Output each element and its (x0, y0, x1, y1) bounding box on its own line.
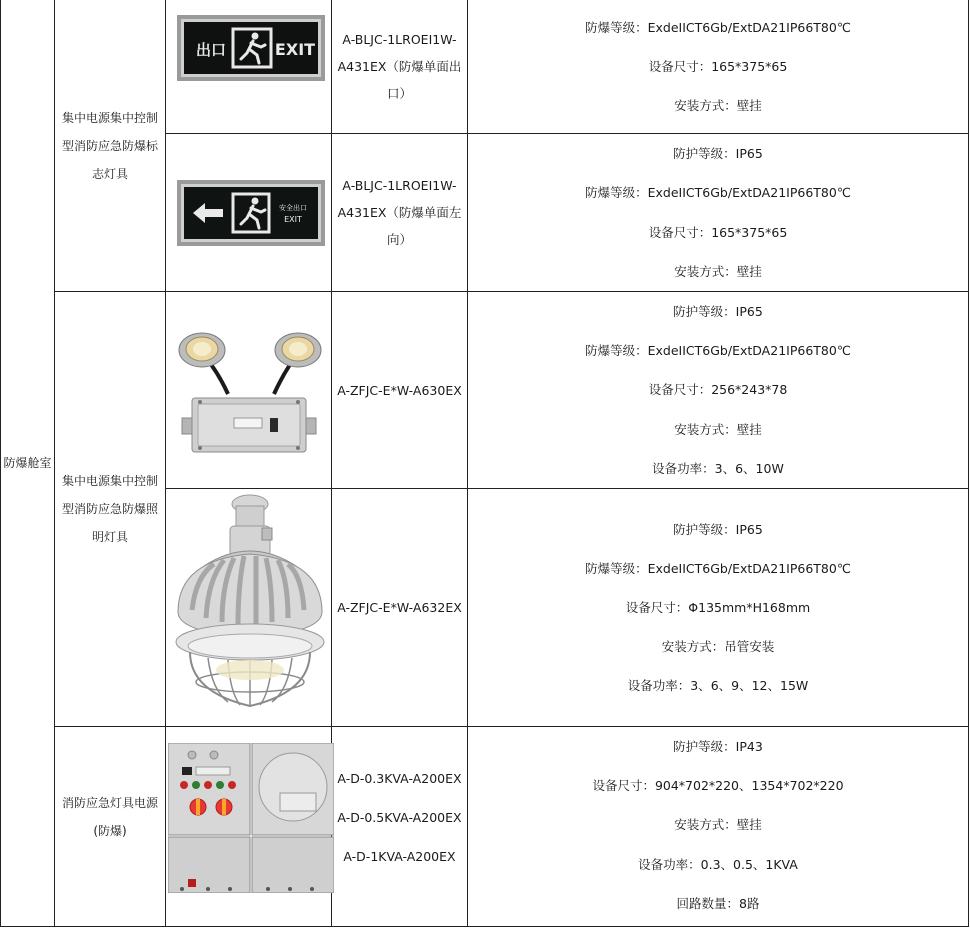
spec-cell (468, 489, 969, 727)
model-line: A-D-0.5KVA-A200EX (337, 810, 462, 826)
category-name-line: 集中电源集中控制 (61, 474, 158, 488)
table-row (1, 292, 969, 489)
spec-cell (468, 727, 969, 927)
explosion-proof-power-cabinet-icon (168, 743, 334, 893)
product-image-cell (166, 727, 332, 927)
model-cell (332, 727, 468, 927)
spec-line: 设备尺寸：256*243*78 (648, 382, 788, 398)
spec-line: 防爆等级：ExdeIICT6Gb/ExtDA21IP66T80℃ (585, 19, 851, 35)
area-label: 防爆舱室 (3, 456, 52, 470)
spec-line: 安装方式：壁挂 (674, 98, 762, 114)
spec-line: 设备功率：0.3、0.5、1KVA (638, 856, 798, 872)
spec-line: 安装方式：吊管安装 (661, 639, 775, 655)
spec-cell (468, 292, 969, 489)
spec-line: 设备尺寸：165*375*65 (648, 58, 788, 74)
product-image-cell (166, 489, 332, 727)
category-name-line: 消防应急灯具电源 (61, 796, 158, 811)
sign-text-right: EXIT (274, 40, 316, 59)
spec-line: 防护等级：IP65 (673, 304, 763, 319)
model-line: A-D-0.3KVA-A200EX (337, 771, 462, 787)
spec-line: 设备功率：3、6、10W (652, 460, 784, 476)
category-name-line: 明灯具 (91, 530, 128, 544)
spec-cell (468, 0, 969, 134)
spec-cell (468, 134, 969, 292)
category-cell (55, 0, 166, 292)
spec-line: 安装方式：壁挂 (674, 817, 762, 833)
sign-text-exit: EXIT (284, 214, 302, 224)
category-cell (55, 727, 166, 927)
model-line: A-BLJC-1LROEI1W- (342, 178, 457, 193)
model-line: A431EX（防爆单面出 (337, 59, 462, 74)
spec-line: 设备功率：3、6、9、12、15W (627, 678, 809, 694)
spec-line: 防爆等级：ExdeIICT6Gb/ExtDA21IP66T80℃ (585, 343, 851, 359)
spec-line: 防护等级：IP65 (673, 146, 763, 162)
model-cell (332, 134, 468, 292)
model-line: A-ZFJC-E*W-A632EX (337, 600, 462, 616)
table-row (1, 0, 969, 134)
spec-line: 安装方式：壁挂 (674, 263, 762, 279)
category-name-line: 集中电源集中控制 (61, 110, 158, 125)
exit-sign-left-arrow-icon (177, 180, 325, 246)
area-cell (1, 0, 55, 927)
spec-line: 设备尺寸：904*702*220、1354*702*220 (592, 778, 844, 794)
model-line: 向） (386, 232, 412, 247)
spec-line: 防护等级：IP65 (673, 521, 763, 537)
category-cell (55, 292, 166, 727)
model-line: A431EX（防爆单面左 (337, 205, 462, 220)
model-line: A-BLJC-1LROEI1W- (342, 32, 457, 47)
category-name-line: 型消防应急防爆照 (61, 502, 158, 516)
spec-line: 防爆等级：ExdeIICT6Gb/ExtDA21IP66T80℃ (585, 560, 851, 576)
category-name-line: 志灯具 (91, 166, 128, 181)
exit-sign-single-icon (177, 15, 325, 81)
model-line: 口） (386, 86, 412, 101)
spec-line: 防护等级：IP43 (673, 739, 763, 755)
sign-text-left: 出口 (195, 41, 227, 59)
table-row (1, 727, 969, 927)
product-image-cell (166, 134, 332, 292)
twin-spot-emergency-light-icon (168, 320, 332, 460)
spec-line: 设备尺寸：Φ135mm*H168mm (625, 599, 811, 615)
sign-text-small: 安全出口 (279, 203, 307, 212)
product-image-cell (166, 0, 332, 134)
spec-line: 安装方式：壁挂 (674, 421, 762, 437)
category-name-line: (防爆) (93, 824, 127, 839)
spec-line: 防爆等级：ExdeIICT6Gb/ExtDA21IP66T80℃ (585, 185, 851, 201)
category-name-line: 型消防应急防爆标 (61, 138, 158, 153)
explosion-proof-pendant-lamp-icon (168, 492, 332, 724)
product-image-cell (166, 292, 332, 489)
model-line: A-D-1KVA-A200EX (343, 849, 456, 865)
model-cell (332, 0, 468, 134)
model-cell (332, 489, 468, 727)
spec-line: 回路数量：8路 (676, 895, 760, 911)
spec-line: 设备尺寸：165*375*65 (648, 224, 788, 240)
model-cell (332, 292, 468, 489)
model-line: A-ZFJC-E*W-A630EX (337, 382, 462, 398)
